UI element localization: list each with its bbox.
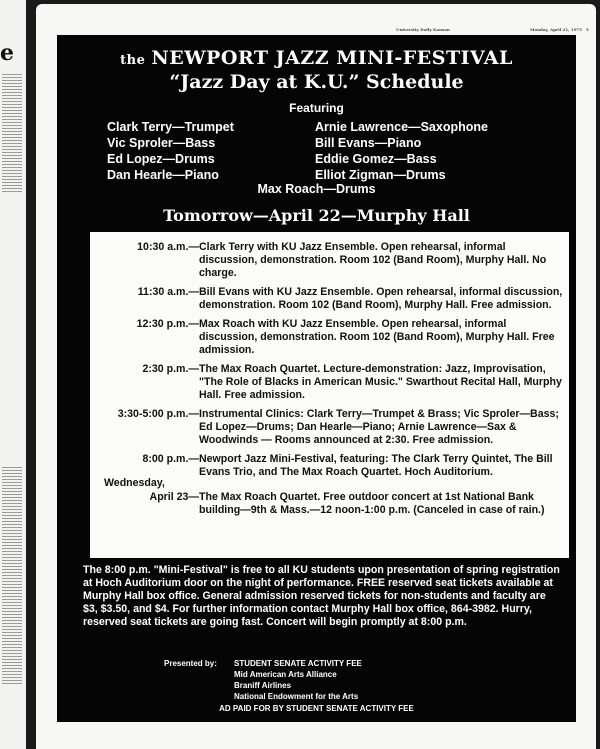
schedule-box: [90, 232, 569, 558]
schedule-desc: The Max Roach Quartet. Lecture-demonstration: Jazz, Improvisation, "The Role of Blacks in American Music." Swarthout Recital Hall, Murphy Hall. Free admission.: [199, 363, 562, 401]
schedule-time: 11:30 a.m.—: [137, 286, 199, 298]
schedule-item: [90, 453, 569, 479]
sponsor: National Endowment for the Arts: [234, 692, 359, 701]
performer: Ed Lopez—Drums: [107, 152, 215, 166]
schedule-desc: Max Roach with KU Jazz Ensemble. Open rehearsal, informal discussion, demonstration. Room 102 (Band Room), Murphy Hall. Free admission.: [199, 318, 555, 356]
performer: Max Roach—Drums: [257, 182, 376, 196]
schedule-item: [90, 241, 569, 280]
ad-subtitle: “Jazz Day at K.U.” Schedule: [169, 71, 464, 93]
performers-right: [315, 119, 488, 183]
ad-title: [57, 47, 576, 69]
schedule-desc: Instrumental Clinics: Clark Terry—Trumpet & Brass; Vic Sproler—Bass; Ed Lopez—Drums; Dan Hearle—Piano; Arnie Lawrence—Sax & Woodwinds — Rooms announced at 2:30. Free admission.: [199, 408, 559, 446]
schedule-time: 10:30 a.m.—: [137, 241, 199, 253]
performer: Clark Terry—Trumpet: [107, 120, 234, 134]
schedule-item: [90, 408, 569, 447]
schedule-item: [90, 286, 569, 312]
performer: Elliot Zigman—Drums: [315, 168, 446, 182]
issue-date: Monday, April 21, 1975: [530, 27, 583, 32]
schedule-desc: The Max Roach Quartet. Free outdoor concert at 1st National Bank building—9th & Mass.—12 noon-1:00 p.m. (Canceled in case of rain.): [199, 491, 545, 516]
schedule-time: 3:30-5:00 p.m.—: [117, 408, 199, 420]
sponsor: Braniff Airlines: [234, 681, 292, 690]
adjacent-page-edge: [0, 0, 26, 749]
performer: Arnie Lawrence—Saxophone: [315, 120, 488, 134]
paper-name: University Daily Kansan: [396, 27, 450, 32]
title-article: the: [120, 53, 146, 68]
schedule-desc: Bill Evans with KU Jazz Ensemble. Open rehearsal, informal discussion, demonstration. Room 102 (Band Room), Murphy Hall. Free admission.: [199, 286, 563, 311]
schedule-desc: Clark Terry with KU Jazz Ensemble. Open rehearsal, informal discussion, demonstration. Room 102 (Band Room), Murphy Hall. No charge.: [199, 241, 547, 279]
schedule-time: 2:30 p.m.—: [142, 363, 199, 375]
schedule-desc: Newport Jazz Mini-Festival, featuring: The Clark Terry Quintet, The Bill Evans Trio, and The Max Roach Quartet. Hoch Auditorium.: [199, 453, 553, 478]
sponsors: [164, 658, 362, 702]
performer: Vic Sproler—Bass: [107, 136, 216, 150]
adjacent-text-column: [2, 72, 22, 192]
schedule-item: [90, 318, 569, 357]
performer: Dan Hearle—Piano: [107, 168, 219, 182]
newspaper-page: [36, 4, 596, 749]
schedule-item: [90, 477, 569, 517]
performer: Bill Evans—Piano: [315, 136, 422, 150]
schedule-day: Wednesday,: [104, 477, 165, 489]
adjacent-page-fragment: e: [0, 40, 14, 66]
jazz-festival-ad: [57, 35, 576, 722]
date-line: Tomorrow—April 22—Murphy Hall: [163, 206, 470, 225]
schedule-item: [90, 363, 569, 402]
performers-left: [107, 119, 234, 183]
presented-by-label: Presented by:: [164, 659, 217, 668]
sponsor: STUDENT SENATE ACTIVITY FEE: [234, 659, 362, 668]
title-text: NEWPORT JAZZ MINI-FESTIVAL: [151, 47, 513, 69]
admission-info: The 8:00 p.m. "Mini-Festival" is free to all KU students upon presentation of spring registration at Hoch Auditorium door on the night of performance. FREE reserved seat tickets available at Murphy Hall box office. General admission reserved tickets for non-students and faculty are $3, $3.50, and $4. For further information contact Murphy Hall box office, 864-3982. Hurry, reserved seat tickets are going fast. Concert will begin promptly at 8:00 p.m.: [83, 564, 560, 628]
performer: Eddie Gomez—Bass: [315, 152, 437, 166]
schedule-time: 12:30 p.m.—: [136, 318, 199, 330]
schedule-time: 8:00 p.m.—: [142, 453, 199, 465]
page-number: 5: [586, 27, 589, 32]
sponsor: Mid American Arts Alliance: [234, 670, 337, 679]
adjacent-text-column: [2, 465, 22, 685]
paid-for-notice: AD PAID FOR BY STUDENT SENATE ACTIVITY FEE: [219, 704, 414, 713]
featuring-heading: Featuring: [289, 101, 344, 115]
schedule-time: April 23—: [149, 491, 199, 503]
